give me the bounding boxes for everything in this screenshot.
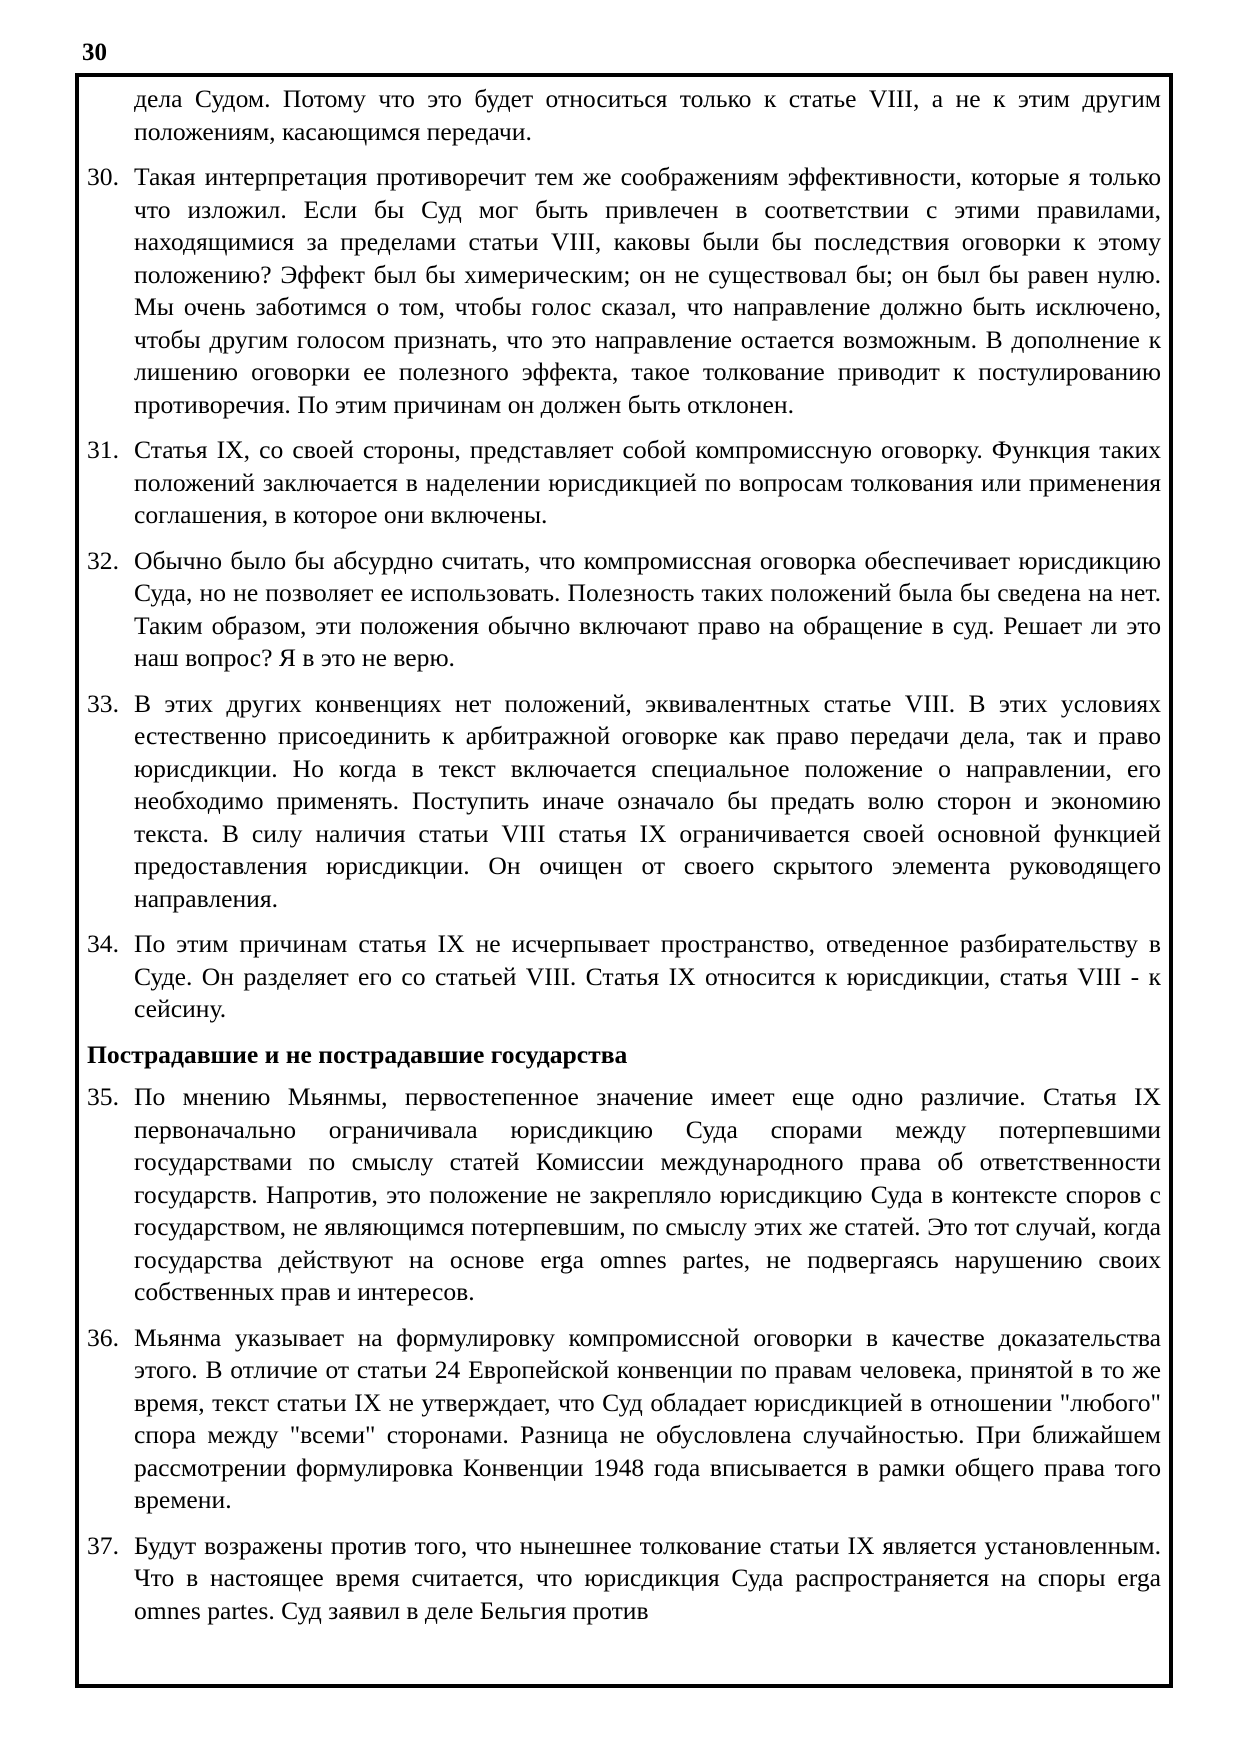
paragraph-31 — [87, 434, 1161, 532]
paragraph-text: По этим причинам статья IX не исчерпывает пространство, отведенное разбирательству в Суде. Он разделяет его со статьей VIII. Статья IX относится к юрисдикции, статья VIII - к сейсину. — [134, 929, 1161, 1023]
paragraph-number: 32. — [87, 545, 119, 575]
paragraph-text: Такая интерпретация противоречит тем же соображениям эффективности, которые я только что изложил. Если бы Суд мог быть привлечен в соответствии с этими правилами, находящимися за пределами статьи VIII, каковы были бы последствия оговорки к этому положению? Эффект был бы химерическим; он не существовал бы; он был бы равен нулю. Мы очень заботимся о том, чтобы голос сказал, что направление должно быть исключено, чтобы другим голосом признать, что это направление остается возможным. В дополнение к лишению оговорки ее полезного эффекта, такое толкование приводит к постулированию противоречия. По этим причинам он должен быть отклонен. — [134, 162, 1161, 419]
section-heading: Пострадавшие и не пострадавшие государства — [87, 1039, 628, 1069]
page-content — [87, 83, 1161, 1640]
paragraph-number: 30. — [87, 162, 119, 191]
page-number: 30 — [82, 39, 107, 66]
continued-paragraph — [134, 83, 1161, 148]
paragraph-text: Будут возражены против того, что нынешнее толкование статьи IX является установленным. Что в настоящее время считается, что юрисдикция Суда распространяется на споры erga omnes partes. Суд заявил в деле Бельгия против — [134, 1530, 1161, 1625]
paragraph-number: 36. — [87, 1322, 119, 1352]
paragraph-text: По мнению Мьянмы, первостепенное значение имеет еще одно различие. Статья IX первоначально ограничивала юрисдикцию Суда спорами между потерпевшими государствами по смыслу статей Комиссии международного права об ответственности государств. Напротив, это положение не закрепляло юрисдикцию Суда в контексте споров с государством, не являющимся потерпевшим, по смыслу этих же статей. Это тот случай, когда государства действуют на основе erga omnes partes, не подвергаясь нарушению своих собственных прав и интересов. — [134, 1082, 1161, 1306]
paragraph-number: 33. — [87, 688, 119, 718]
paragraph-36 — [87, 1322, 1161, 1517]
paragraph-37 — [87, 1530, 1161, 1628]
paragraph-text: Обычно было бы абсурдно считать, что компромиссная оговорка обеспечивает юрисдикцию Суда, но не позволяет ее использовать. Полезность таких положений была бы сведена на нет. Таким образом, эти положения обычно включают право на обращение в суд. Решает ли это наш вопрос? Я в это не верю. — [134, 545, 1161, 672]
paragraph-number: 31. — [87, 435, 119, 464]
paragraph-text: дела Судом. Потому что это будет относиться только к статье VIII, а не к этим другим положениям, касающимся передачи. — [134, 84, 1161, 146]
paragraph-34 — [87, 928, 1161, 1026]
paragraph-35 — [87, 1081, 1161, 1309]
paragraph-number: 34. — [87, 929, 119, 958]
paragraph-32 — [87, 545, 1161, 675]
paragraph-text: Мьянма указывает на формулировку компромиссной оговорки в качестве доказательства этого. В отличие от статьи 24 Европейской конвенции по правам человека, принятой в то же время, текст статьи IX не утверждает, что Суд обладает юрисдикцией в отношении "любого" спора между "всеми" сторонами. Разница не обусловлена случайностью. При ближайшем рассмотрении формулировка Конвенции 1948 года вписывается в рамки общего права того времени. — [134, 1322, 1161, 1514]
paragraph-30 — [87, 161, 1161, 421]
paragraph-text: В этих других конвенциях нет положений, эквивалентных статье VIII. В этих условиях естественно присоединить к арбитражной оговорке как право передачи дела, так и право юрисдикции. Но когда в текст включается специальное положение о направлении, его необходимо применять. Поступить иначе означало бы предать волю сторон и экономию текста. В силу наличия статьи VIII статья IX ограничивается своей основной функцией предоставления юрисдикции. Он очищен от своего скрытого элемента руководящего направления. — [134, 688, 1161, 913]
paragraph-text: Статья IX, со своей стороны, представляет собой компромиссную оговорку. Функция таких положений заключается в наделении юрисдикцией по вопросам толкования или применения соглашения, в которое они включены. — [134, 435, 1161, 529]
text-frame — [75, 73, 1173, 1688]
paragraph-33 — [87, 688, 1161, 916]
paragraph-number: 35. — [87, 1082, 119, 1111]
paragraph-number: 37. — [87, 1530, 119, 1560]
